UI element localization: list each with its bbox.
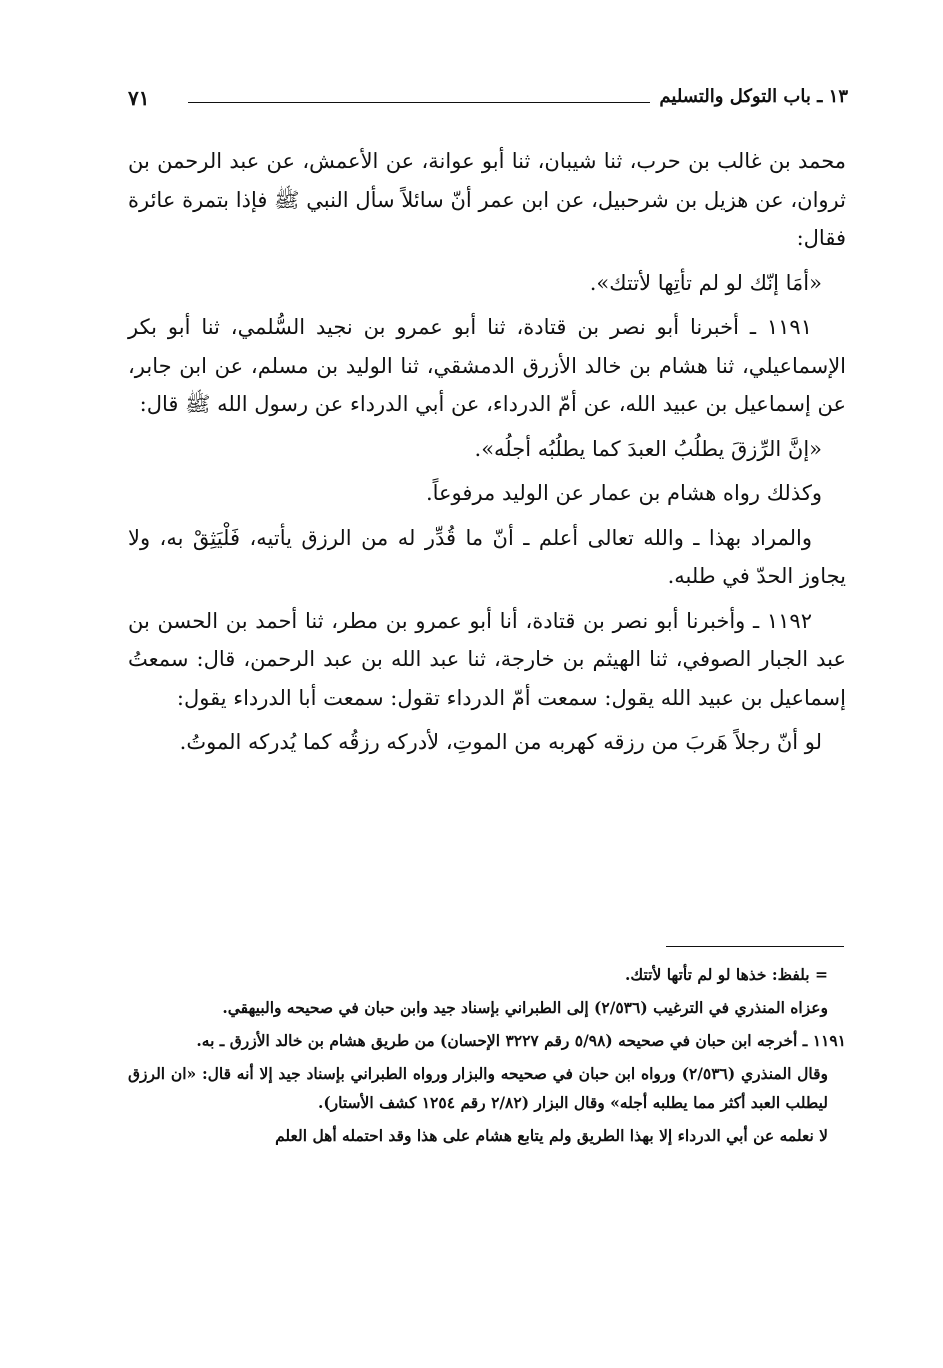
running-title: ١٣ ـ باب التوكل والتسليم — [659, 86, 848, 107]
footnote: وقال المنذري (٢/٥٣٦) ورواه ابن حبان في صحيحه والبزار ورواه الطبراني بإسناد جيد إلا أنه قال: «ان الرزق ليطلب العبد أكثر مما يطلبه أجله» وقال البزار (٢/٨٢ رقم ١٢٥٤ كشف الأستار). — [128, 1064, 828, 1112]
paragraph: وكذلك رواه هشام بن عمار عن الوليد مرفوعاً. — [425, 481, 822, 505]
footnote: لا نعلمه عن أبي الدرداء إلا بهذا الطريق ولم يتابع هشام على هذا وقد احتمله أهل العلم — [275, 1126, 828, 1145]
page-number: ٧١ — [128, 86, 150, 110]
footnote: ١١٩١ ـ أخرجه ابن حبان في صحيحه (٥/٩٨ رقم ٣٢٢٧ الإحسان) من طريق هشام بن خالد الأزرق ـ به. — [196, 1031, 846, 1050]
footnote: وعزاه المنذري في الترغيب (٢/٥٣٦) إلى الطبراني بإسناد جيد وابن حبان في صحيحه والبيهقي. — [222, 998, 828, 1017]
paragraph: لو أنّ رجلاً هَربَ من رزقه كهربه من الموتِ، لأدركه رزقُه كما يُدركه الموتُ. — [179, 730, 822, 754]
paragraph: محمد بن غالب بن حرب، ثنا شيبان، ثنا أبو عوانة، عن الأعمش، عن عبد الرحمن بن ثروان، عن هزيل بن شرحبيل، عن ابن عمر أنّ سائلاً سأل النبي ﷺ فإذا بتمرة عائرة فقال: — [128, 149, 846, 250]
footnote-rule — [666, 946, 844, 947]
hadith-quote: «إنَّ الرِّزقَ يطلُبُ العبدَ كما يطلُبُه أجلُه». — [474, 436, 822, 461]
paragraph: ١١٩١ ـ أخبرنا أبو نصر بن قتادة، ثنا أبو عمرو بن نجيد السُّلمي، ثنا أبو بكر الإسماعيلي، ثنا هشام بن خالد الأزرق الدمشقي، ثنا الوليد بن مسلم، عن ابن جابر، عن إسماعيل بن عبيد الله، عن أمّ الدرداء، عن أبي الدرداء عن رسول الله ﷺ قال: — [128, 315, 847, 416]
paragraph: ١١٩٢ ـ وأخبرنا أبو نصر بن قتادة، أنا أبو عمرو بن مطر، ثنا أحمد بن الحسن بن عبد الجبار الصوفي، ثنا الهيثم بن خارجة، ثنا عبد الله بن عبد الرحمن، قال: سمعتُ إسماعيل بن عبيد الله يقول: سمعت أمّ الدرداء تقول: سمعت أبا الدرداء يقول: — [128, 608, 846, 710]
footnote: = بلفظ: خذها لو لم تأتها لأتتك. — [625, 965, 828, 984]
hadith-quote: «أمَا إنّك لو لم تأتِها لأتتك». — [589, 270, 822, 295]
footnotes — [128, 960, 846, 1154]
paragraph: والمراد بهذا ـ والله تعالى أعلم ـ أنّ ما قُدِّر له من الرزق يأتيه، فَلْيَثِقْ به، ولا يجاوز الحدّ في طلبه. — [128, 525, 846, 588]
main-text — [128, 142, 846, 768]
page-header — [128, 86, 848, 120]
header-rule — [188, 102, 650, 103]
